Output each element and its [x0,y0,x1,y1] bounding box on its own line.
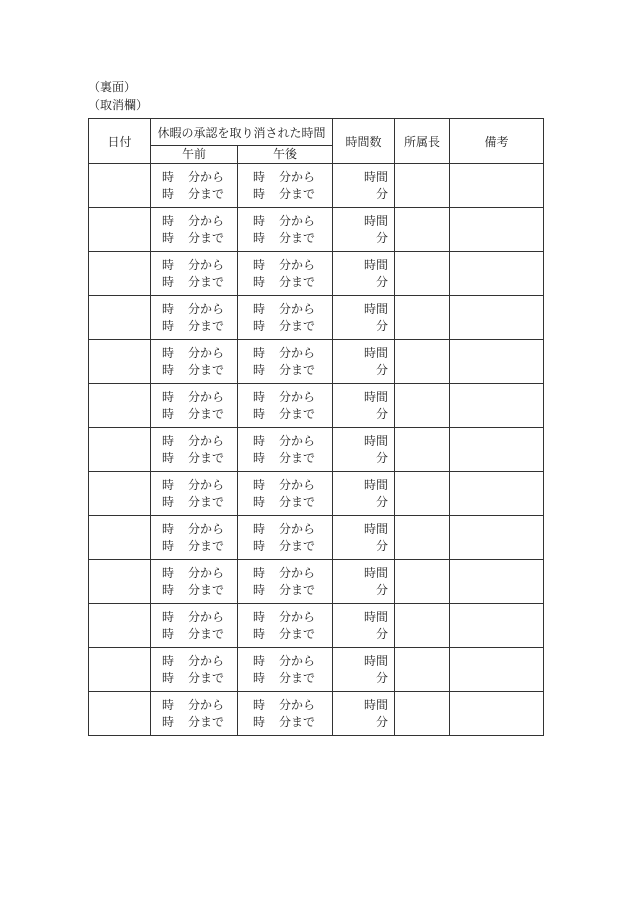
hour-label: 時 [161,714,174,729]
minutes-to-label: 分まで [188,626,225,641]
hours-unit-label: 時間 [364,301,389,316]
minutes-to-label: 分まで [279,494,316,509]
time-to-line [151,714,237,731]
time-from-line [238,345,332,362]
chief-cell[interactable] [395,384,450,428]
remarks-cell[interactable] [450,472,544,516]
date-cell[interactable] [89,428,151,472]
remarks-cell[interactable] [450,384,544,428]
hour-label: 時 [161,582,174,597]
minutes-to-label: 分まで [188,670,225,685]
hours-unit-label: 時間 [364,213,389,228]
hour-label: 時 [253,521,266,536]
header-remarks: 備考 [450,119,544,164]
minutes-to-label: 分まで [188,274,225,289]
hour-label: 時 [253,301,266,316]
time-from-line [238,169,332,186]
am-time-cell[interactable] [151,428,238,472]
table-row [89,428,544,472]
pm-time-cell[interactable] [238,560,333,604]
time-from-line [238,521,332,538]
minutes-from-label: 分から [279,697,316,712]
remarks-cell[interactable] [450,648,544,692]
remarks-cell[interactable] [450,604,544,648]
remarks-cell[interactable] [450,692,544,736]
minutes-from-label: 分から [279,257,316,272]
am-time-cell[interactable] [151,164,238,208]
minutes-to-label: 分まで [188,538,225,553]
hours-unit-label: 時間 [364,697,389,712]
header-date: 日付 [89,119,151,164]
time-to-line [151,274,237,291]
pm-time-cell[interactable] [238,516,333,560]
time-to-line [151,670,237,687]
hour-label: 時 [253,186,266,201]
hour-label: 時 [253,565,266,580]
pm-time-cell[interactable] [238,296,333,340]
time-to-line [238,626,332,643]
minutes-to-label: 分まで [279,450,316,465]
hour-label: 時 [253,494,266,509]
minutes-to-label: 分まで [188,318,225,333]
time-to-line [151,494,237,511]
minutes-from-label: 分から [188,697,225,712]
chief-cell[interactable] [395,516,450,560]
time-from-line [151,697,237,714]
time-to-line [151,362,237,379]
hour-label: 時 [161,565,174,580]
minutes-from-label: 分から [188,565,225,580]
minutes-unit-label: 分 [376,626,389,641]
minutes-to-label: 分まで [279,582,316,597]
time-to-line [238,406,332,423]
remarks-cell[interactable] [450,252,544,296]
time-from-line [238,697,332,714]
remarks-cell[interactable] [450,516,544,560]
hours-unit-label: 時間 [364,521,389,536]
hour-label: 時 [161,345,174,360]
time-to-line [151,406,237,423]
date-cell[interactable] [89,648,151,692]
minutes-to-label: 分まで [279,274,316,289]
minutes-to-label: 分まで [188,362,225,377]
minutes-from-label: 分から [279,345,316,360]
minutes-unit-label: 分 [376,450,389,465]
chief-cell[interactable] [395,692,450,736]
table-row [89,516,544,560]
back-side-label: （裏面） [88,80,137,94]
remarks-cell[interactable] [450,428,544,472]
hour-label: 時 [161,450,174,465]
minutes-from-label: 分から [279,565,316,580]
time-to-line [238,538,332,555]
hour-label: 時 [161,697,174,712]
hour-label: 時 [253,274,266,289]
cancellation-section-label: （取消欄） [88,98,149,112]
table-header-row [89,119,544,146]
hour-label: 時 [161,274,174,289]
hour-label: 時 [253,670,266,685]
chief-cell[interactable] [395,560,450,604]
hour-label: 時 [161,477,174,492]
hours-cell[interactable] [333,164,395,208]
hour-label: 時 [253,653,266,668]
chief-cell[interactable] [395,648,450,692]
hour-label: 時 [161,301,174,316]
date-cell[interactable] [89,252,151,296]
minutes-to-label: 分まで [279,626,316,641]
minutes-unit-label: 分 [376,538,389,553]
table-row [89,604,544,648]
hour-label: 時 [161,389,174,404]
time-to-line [238,186,332,203]
time-to-line [151,318,237,335]
hour-label: 時 [253,450,266,465]
minutes-from-label: 分から [188,521,225,536]
minutes-unit-label: 分 [376,362,389,377]
minutes-from-label: 分から [188,169,225,184]
minutes-from-label: 分から [279,433,316,448]
minutes-from-label: 分から [188,609,225,624]
minutes-to-label: 分まで [279,362,316,377]
date-cell[interactable] [89,384,151,428]
date-cell[interactable] [89,560,151,604]
am-time-cell[interactable] [151,252,238,296]
am-time-cell[interactable] [151,384,238,428]
hour-label: 時 [161,653,174,668]
table-row [89,648,544,692]
time-to-line [151,186,237,203]
minutes-to-label: 分まで [279,670,316,685]
minutes-to-label: 分まで [279,230,316,245]
minutes-to-label: 分まで [188,450,225,465]
time-from-line [238,301,332,318]
hour-label: 時 [161,626,174,641]
hour-label: 時 [253,714,266,729]
pm-time-cell[interactable] [238,340,333,384]
date-cell[interactable] [89,692,151,736]
hours-unit-label: 時間 [364,609,389,624]
hours-cell[interactable] [333,252,395,296]
hours-cell[interactable] [333,516,395,560]
hours-unit-label: 時間 [364,169,389,184]
minutes-unit-label: 分 [376,494,389,509]
minutes-to-label: 分まで [279,538,316,553]
pm-time-cell[interactable] [238,384,333,428]
time-to-line [238,362,332,379]
time-from-line [238,389,332,406]
remarks-cell[interactable] [450,164,544,208]
time-from-line [151,653,237,670]
remarks-cell[interactable] [450,296,544,340]
minutes-from-label: 分から [188,213,225,228]
am-time-cell[interactable] [151,208,238,252]
table-row [89,252,544,296]
hours-cell[interactable] [333,692,395,736]
am-time-cell[interactable] [151,692,238,736]
hours-cell[interactable] [333,604,395,648]
pm-time-cell[interactable] [238,164,333,208]
hours-cell[interactable] [333,472,395,516]
hour-label: 時 [253,389,266,404]
date-cell[interactable] [89,472,151,516]
minutes-from-label: 分から [279,213,316,228]
pm-time-cell[interactable] [238,208,333,252]
time-to-line [238,670,332,687]
header-cancelled-time: 休暇の承認を取り消された時間 [151,119,333,146]
hour-label: 時 [161,362,174,377]
time-to-line [151,582,237,599]
date-cell[interactable] [89,208,151,252]
hour-label: 時 [161,318,174,333]
date-cell[interactable] [89,296,151,340]
header-chief: 所属長 [395,119,450,164]
time-from-line [151,477,237,494]
pm-time-cell[interactable] [238,648,333,692]
hours-cell[interactable] [333,648,395,692]
table-row [89,164,544,208]
date-cell[interactable] [89,516,151,560]
minutes-from-label: 分から [279,169,316,184]
table-row [89,384,544,428]
minutes-from-label: 分から [279,301,316,316]
table-row [89,296,544,340]
date-cell[interactable] [89,604,151,648]
am-time-cell[interactable] [151,340,238,384]
minutes-from-label: 分から [279,609,316,624]
hour-label: 時 [253,538,266,553]
chief-cell[interactable] [395,252,450,296]
minutes-unit-label: 分 [376,670,389,685]
minutes-to-label: 分まで [188,186,225,201]
time-from-line [151,609,237,626]
hours-cell[interactable] [333,208,395,252]
am-time-cell[interactable] [151,296,238,340]
minutes-to-label: 分まで [279,318,316,333]
time-from-line [238,257,332,274]
hours-unit-label: 時間 [364,477,389,492]
hours-unit-label: 時間 [364,345,389,360]
hour-label: 時 [253,213,266,228]
am-time-cell[interactable] [151,604,238,648]
hour-label: 時 [253,345,266,360]
time-to-line [238,274,332,291]
minutes-from-label: 分から [188,477,225,492]
hour-label: 時 [253,477,266,492]
time-from-line [151,213,237,230]
date-cell[interactable] [89,340,151,384]
time-to-line [238,318,332,335]
pm-time-cell[interactable] [238,472,333,516]
minutes-from-label: 分から [188,301,225,316]
pm-time-cell[interactable] [238,252,333,296]
minutes-unit-label: 分 [376,318,389,333]
time-to-line [238,714,332,731]
minutes-from-label: 分から [279,653,316,668]
table-row [89,340,544,384]
minutes-to-label: 分まで [279,186,316,201]
minutes-to-label: 分まで [188,714,225,729]
chief-cell[interactable] [395,472,450,516]
hours-cell[interactable] [333,560,395,604]
header-hours: 時間数 [333,119,395,164]
minutes-unit-label: 分 [376,186,389,201]
hour-label: 時 [253,169,266,184]
hour-label: 時 [161,538,174,553]
hours-cell[interactable] [333,340,395,384]
minutes-from-label: 分から [279,521,316,536]
hour-label: 時 [161,406,174,421]
hour-label: 時 [161,494,174,509]
time-from-line [151,521,237,538]
minutes-unit-label: 分 [376,274,389,289]
hour-label: 時 [161,609,174,624]
remarks-cell[interactable] [450,208,544,252]
pm-time-cell[interactable] [238,604,333,648]
hour-label: 時 [161,169,174,184]
chief-cell[interactable] [395,164,450,208]
time-to-line [151,538,237,555]
header-am: 午前 [151,146,238,164]
time-from-line [238,565,332,582]
hour-label: 時 [253,433,266,448]
hour-label: 時 [161,433,174,448]
hours-unit-label: 時間 [364,257,389,272]
minutes-from-label: 分から [188,257,225,272]
am-time-cell[interactable] [151,648,238,692]
time-from-line [151,565,237,582]
hour-label: 時 [161,521,174,536]
hour-label: 時 [161,186,174,201]
am-time-cell[interactable] [151,516,238,560]
minutes-from-label: 分から [188,345,225,360]
remarks-cell[interactable] [450,560,544,604]
time-from-line [151,433,237,450]
hours-unit-label: 時間 [364,389,389,404]
minutes-unit-label: 分 [376,230,389,245]
time-to-line [238,582,332,599]
time-from-line [238,609,332,626]
minutes-to-label: 分まで [279,714,316,729]
table-row [89,472,544,516]
hour-label: 時 [161,257,174,272]
time-to-line [238,450,332,467]
minutes-from-label: 分から [188,389,225,404]
hours-unit-label: 時間 [364,653,389,668]
time-from-line [238,653,332,670]
time-to-line [238,494,332,511]
time-to-line [151,626,237,643]
time-from-line [151,345,237,362]
minutes-to-label: 分まで [188,494,225,509]
chief-cell[interactable] [395,296,450,340]
time-from-line [151,257,237,274]
hour-label: 時 [253,406,266,421]
hour-label: 時 [253,362,266,377]
hours-unit-label: 時間 [364,565,389,580]
table-row [89,692,544,736]
pm-time-cell[interactable] [238,692,333,736]
time-to-line [151,450,237,467]
minutes-from-label: 分から [279,477,316,492]
time-from-line [238,433,332,450]
date-cell[interactable] [89,164,151,208]
pm-time-cell[interactable] [238,428,333,472]
minutes-unit-label: 分 [376,714,389,729]
header-pm: 午後 [238,146,333,164]
hours-cell[interactable] [333,384,395,428]
hours-unit-label: 時間 [364,433,389,448]
chief-cell[interactable] [395,604,450,648]
hour-label: 時 [253,609,266,624]
hour-label: 時 [253,257,266,272]
hour-label: 時 [161,670,174,685]
chief-cell[interactable] [395,428,450,472]
hour-label: 時 [253,582,266,597]
minutes-to-label: 分まで [188,406,225,421]
time-from-line [151,169,237,186]
hour-label: 時 [161,230,174,245]
hour-label: 時 [253,626,266,641]
time-to-line [238,230,332,247]
cancellation-table [88,118,544,736]
chief-cell[interactable] [395,340,450,384]
chief-cell[interactable] [395,208,450,252]
hour-label: 時 [253,697,266,712]
hour-label: 時 [161,213,174,228]
am-time-cell[interactable] [151,472,238,516]
time-from-line [151,301,237,318]
remarks-cell[interactable] [450,340,544,384]
time-from-line [238,213,332,230]
minutes-from-label: 分から [279,389,316,404]
minutes-to-label: 分まで [188,230,225,245]
hour-label: 時 [253,230,266,245]
time-to-line [151,230,237,247]
hours-cell[interactable] [333,296,395,340]
minutes-unit-label: 分 [376,582,389,597]
hour-label: 時 [253,318,266,333]
minutes-unit-label: 分 [376,406,389,421]
minutes-from-label: 分から [188,653,225,668]
table-row [89,208,544,252]
minutes-to-label: 分まで [279,406,316,421]
time-from-line [238,477,332,494]
minutes-from-label: 分から [188,433,225,448]
am-time-cell[interactable] [151,560,238,604]
hours-cell[interactable] [333,428,395,472]
table-row [89,560,544,604]
minutes-to-label: 分まで [188,582,225,597]
time-from-line [151,389,237,406]
